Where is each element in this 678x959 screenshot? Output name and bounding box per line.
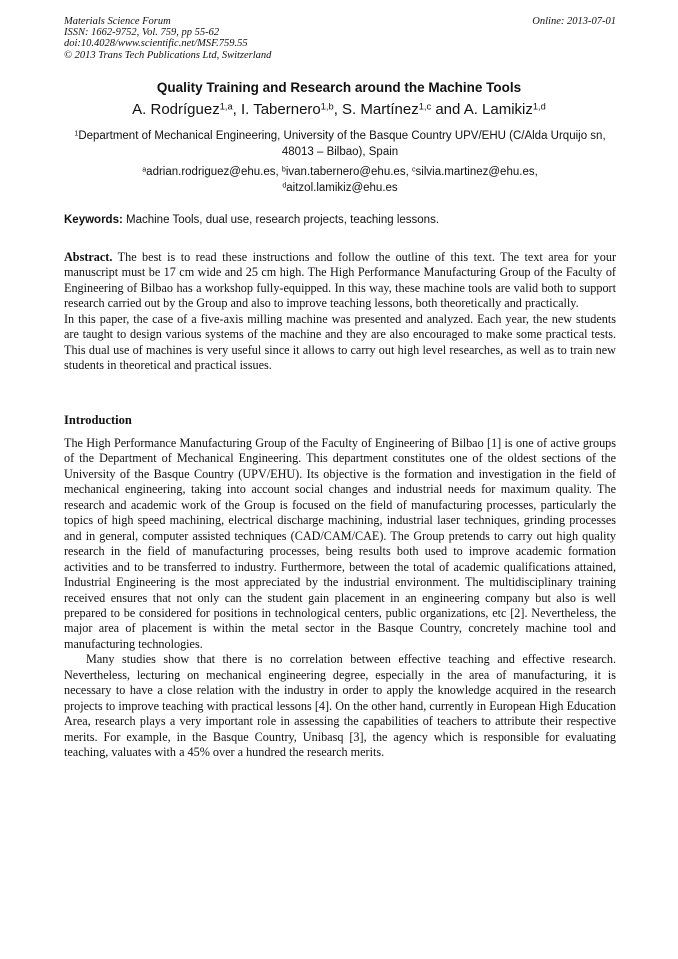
- intro-paragraph-1: The High Performance Manufacturing Group of the Faculty of Engineering of Bilbao [1] is one of active groups of the Department of Mechanical Engineering. This department constitutes one of the oldest sections of the University of the Basque Country (UPV/EHU). Its objective is the formation and investigation in the field of mechanical engineering, taking into account social changes and industrial needs for maximum quality. The research and academic work of the Group is focused on the field of manufacturing processes, particularly the topics of high speed machining, electrical discharge machining, industrial laser techniques, grinding processes and in general, computer assisted techniques (CAD/CAM/CAE). The Group pretends to carry out high quality research in the field of manufacturing processes, being results both used to improve academic formation activities and to be transferred to industry. Furthermore, between the total of academic qualifications attained, Industrial Engineering is the most appreciated by the industrial environment. The multidisciplinary training received ensures that not only can the student gain placement in an engineering company but also is well prepared to be considered for positions in technological centers, public organizations, etc [2]. Nevertheless, the major area of placement is within the metal sector in the Basque Country, concretely machine tool and manufacturing technologies.: [64, 436, 616, 651]
- email-address[interactable]: aitzol.lamikiz@ehu.es: [286, 181, 398, 194]
- keywords: [64, 214, 616, 226]
- keywords-label: Keywords:: [64, 214, 123, 226]
- affiliation: [64, 129, 616, 160]
- email-sup: a: [142, 165, 147, 174]
- author-sep: ,: [232, 101, 241, 118]
- author-sup: 1,c: [418, 101, 432, 112]
- online-date: Online: 2013-07-01: [532, 16, 616, 27]
- doi-line[interactable]: doi:10.4028/www.scientific.net/MSF.759.55: [64, 38, 248, 50]
- affiliation-sup: 1: [74, 129, 79, 138]
- author-sep: and: [431, 101, 464, 118]
- affiliation-text: Department of Mechanical Engineering, University of the Basque Country UPV/EHU (C/Alda Urquijo sn, 48013 – Bilbao), Spain: [78, 130, 606, 158]
- email-sup: d: [282, 180, 287, 189]
- section-heading: Introduction: [64, 413, 132, 427]
- email-list: [64, 165, 616, 196]
- email-address[interactable]: ivan.tabernero@ehu.es: [285, 166, 406, 178]
- email-sep: ,: [534, 166, 538, 178]
- keywords-text: Machine Tools, dual use, research projects, teaching lessons.: [126, 214, 440, 226]
- abstract-text: The best is to read these instructions and follow the outline of this text. The text area for your manuscript must be 17 cm wide and 25 cm high. The High Performance Manufacturing Group of the Faculty of Engineering of Bilbao has a workshop fully-equipped. In this way, these machine tools are valid both to support research carried out by the Group and also to improve teaching lessons, both theoretically and practically.: [64, 250, 617, 311]
- paper-title: Quality Training and Research around the Machine Tools: [156, 80, 522, 95]
- author-name: A. Rodríguez: [132, 101, 220, 118]
- author-sup: 1,a: [219, 101, 233, 112]
- abstract-paragraph-2: In this paper, the case of a five-axis milling machine was presented and analyzed. Each year, the new students are taught to design various systems of the machine and they are also encouraged to make some practical tests. This dual use of machines is very useful since it allows to carry out high level researches, as well as to train new students in theoretical and practical issues.: [64, 311, 616, 373]
- email-sep: ,: [405, 166, 412, 178]
- author-name: S. Martínez: [342, 101, 419, 118]
- journal-header: [64, 16, 616, 61]
- copyright-line: © 2013 Trans Tech Publications Ltd, Switzerland: [64, 49, 272, 61]
- abstract-label: Abstract.: [64, 250, 113, 264]
- author-list: [20, 101, 658, 118]
- abstract-section: [64, 250, 616, 374]
- intro-paragraph-2: Many studies show that there is no correlation between effective teaching and effective research. Nevertheless, lecturing on mechanical engineering degree, especially in the area of manufacturing, it is necessary to have a close relation with the industry in order to apply the knowledge acquired in the research projects to improve teaching with practical lessons [4]. On the other hand, currently in European High Education Area, research plays a very important role in assessing the capabilities of teachers to attribute their respective merits. For example, in the Basque Country, Unibasq [3], the agency which is responsible for evaluating teaching, valuates with a 45% over a hundred the research merits.: [64, 652, 616, 760]
- author-sup: 1,d: [532, 101, 546, 112]
- author-sup: 1,b: [320, 101, 334, 112]
- author-name: I. Tabernero: [240, 101, 321, 118]
- author-sep: ,: [333, 101, 343, 118]
- email-sup: c: [411, 165, 416, 174]
- journal-name: Materials Science Forum: [64, 16, 171, 27]
- email-address[interactable]: silvia.martinez@ehu.es: [415, 166, 535, 178]
- author-name: A. Lamikiz: [463, 101, 533, 118]
- email-address[interactable]: adrian.rodriguez@ehu.es: [146, 166, 276, 178]
- introduction-section: [64, 436, 616, 761]
- email-sup: b: [281, 165, 286, 174]
- abstract-paragraph: [64, 250, 616, 312]
- issn-line: ISSN: 1662-9752, Vol. 759, pp 55-62: [64, 27, 220, 39]
- email-sep: ,: [275, 166, 282, 178]
